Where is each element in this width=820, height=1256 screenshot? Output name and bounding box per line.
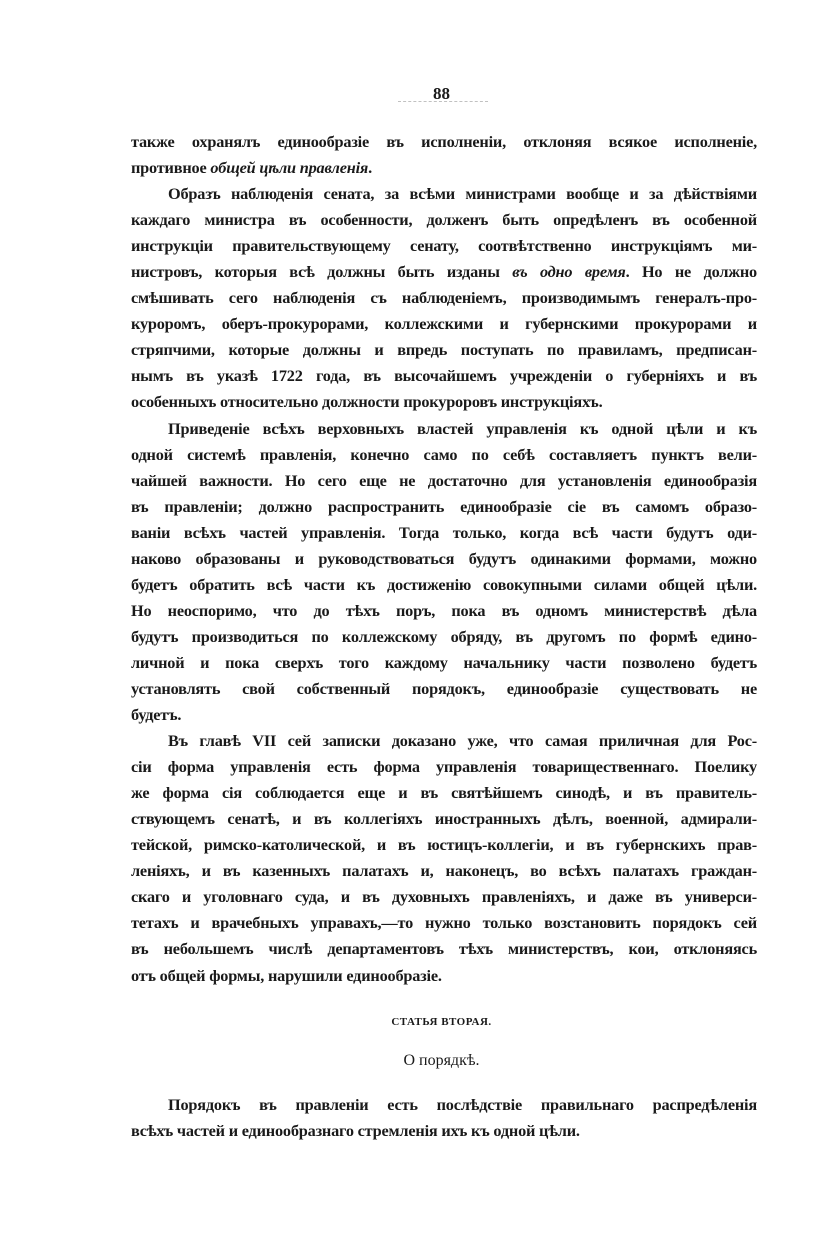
text-line	[131, 884, 757, 910]
text-segment: въ небольшемъ числѣ департаментовъ тѣхъ министерствъ, кои, отклоняясь	[131, 939, 757, 959]
text-segment: Но неоспоримо, что до тѣхъ поръ, пока въ одномъ министерствѣ дѣла	[131, 600, 757, 620]
text-segment: нистровъ, которыя всѣ должны быть изданы	[131, 262, 513, 282]
text-line	[131, 624, 757, 650]
text-line	[131, 259, 757, 285]
text-segment: куроромъ, оберъ-прокурорами, коллежскими и губернскими прокурорами и	[131, 314, 757, 334]
text-segment: Образъ наблюденія сената, за всѣми министрами вообще и за дѣйствіями	[168, 184, 757, 204]
text-line	[131, 1118, 757, 1144]
text-line	[131, 650, 757, 676]
text-line	[131, 702, 757, 728]
text-line	[131, 129, 757, 155]
text-segment: Приведеніе всѣхъ верховныхъ властей управленія къ одной цѣли и къ	[168, 418, 757, 438]
text-line	[131, 546, 757, 572]
text-line	[131, 728, 757, 754]
text-segment: противное	[131, 158, 211, 178]
text-segment: же форма сія соблюдается еще и въ святѣйшемъ синодѣ, и въ правитель-	[131, 783, 757, 803]
text-line	[131, 910, 757, 936]
text-line	[131, 311, 757, 337]
text-line	[131, 416, 757, 442]
text-segment: будетъ.	[131, 705, 182, 725]
text-segment: тейской, римско-католической, и въ юстицъ-коллегіи, и въ губернскихъ прав-	[131, 835, 757, 855]
text-line	[131, 858, 757, 884]
text-line	[131, 207, 757, 233]
text-line	[131, 389, 757, 415]
text-line	[131, 832, 757, 858]
text-segment: Порядокъ въ правленіи есть послѣдствіе правильнаго распредѣленія	[168, 1095, 757, 1114]
text-segment: сіи форма управленія есть форма управленія товарищественнаго. Поелику	[131, 757, 757, 777]
text-line	[131, 1092, 757, 1118]
text-segment: отъ общей формы, нарушили единообразіе.	[131, 965, 442, 985]
text-segment: .	[368, 158, 372, 178]
text-line	[131, 468, 757, 494]
text-line	[131, 572, 757, 598]
text-segment: въ правленіи; должно распространить единообразіе сіе въ самомъ образо-	[131, 496, 757, 516]
body-text	[131, 129, 757, 989]
text-segment: особенныхъ относительно должности прокуроровъ инструкціяхъ.	[131, 392, 603, 412]
text-segment: леніяхъ, и въ казенныхъ палатахъ и, наконецъ, во всѣхъ палатахъ граждан-	[131, 861, 757, 881]
section-heading: СТАТЬЯ ВТОРАЯ.	[391, 1016, 492, 1028]
text-line	[131, 442, 757, 468]
text-line	[131, 780, 757, 806]
text-line	[131, 155, 757, 181]
text-segment: наково образованы и руководствоваться будутъ одинакими формами, можно	[131, 548, 757, 568]
text-line	[131, 963, 757, 989]
text-segment: Въ главѣ VII сей записки доказано уже, что самая приличная для Рос-	[168, 731, 757, 751]
text-segment: чайшей важности. Но сего еще не достаточно для установленія единообразія	[131, 470, 757, 490]
italic-text: въ одно время	[512, 262, 626, 282]
text-segment: личной и пока сверхъ того каждому начальнику части позволено будетъ	[131, 652, 757, 672]
text-line	[131, 598, 757, 624]
text-segment: всѣхъ частей и единообразнаго стремленія ихъ къ одной цѣли.	[131, 1121, 580, 1141]
final-paragraph	[131, 1092, 757, 1144]
section-subheading: О порядкѣ.	[403, 1052, 480, 1069]
text-line	[131, 754, 757, 780]
text-segment: инструкціи правительствующему сенату, соотвѣтственно инструкціямъ ми-	[131, 236, 757, 256]
text-segment: также охранялъ единообразіе въ исполненіи, отклоняя всякое исполненіе,	[131, 132, 757, 151]
text-segment: скаго и уголовнаго суда, и въ духовныхъ правленіяхъ, и даже въ универси-	[131, 887, 757, 907]
italic-text: общей цѣли правленія	[210, 158, 369, 178]
page-number: 88	[433, 84, 450, 103]
header-rule	[398, 101, 488, 102]
text-segment: стряпчими, которые должны и впредь поступать по правиламъ, предписан-	[131, 340, 757, 360]
text-segment: смѣшивать сего наблюденія съ наблюденіемъ, производимымъ генералъ-про-	[131, 288, 757, 308]
text-line	[131, 181, 757, 207]
text-line	[131, 285, 757, 311]
text-segment: нымъ въ указѣ 1722 года, въ высочайшемъ учрежденіи о губерніяхъ и въ	[131, 366, 757, 386]
text-line	[131, 520, 757, 546]
text-segment: ствующемъ сенатѣ, и въ коллегіяхъ иностранныхъ дѣлъ, военной, адмирали-	[131, 809, 757, 829]
text-segment: будутъ производиться по коллежскому обряду, въ другомъ по формѣ едино-	[131, 626, 757, 646]
text-line	[131, 936, 757, 962]
text-line	[131, 337, 757, 363]
text-segment: установлять свой собственный порядокъ, единообразіе существовать не	[131, 678, 757, 698]
text-line	[131, 363, 757, 389]
text-segment: будетъ обратить всѣ части къ достиженію совокупными силами общей цѣли.	[131, 574, 757, 594]
text-segment: тетахъ и врачебныхъ управахъ,—то нужно только возстановить порядокъ сей	[131, 913, 757, 933]
text-line	[131, 233, 757, 259]
text-segment: одной системѣ правленія, конечно само по себѣ составляетъ пунктъ вели-	[131, 444, 757, 464]
text-line	[131, 494, 757, 520]
text-segment: каждаго министра въ особенности, долженъ быть опредѣленъ въ особенной	[131, 210, 757, 230]
text-line	[131, 676, 757, 702]
text-segment: ваніи всѣхъ частей управленія. Тогда только, когда всѣ части будутъ оди-	[131, 522, 757, 542]
text-line	[131, 806, 757, 832]
text-segment: . Но не должно	[625, 262, 757, 282]
